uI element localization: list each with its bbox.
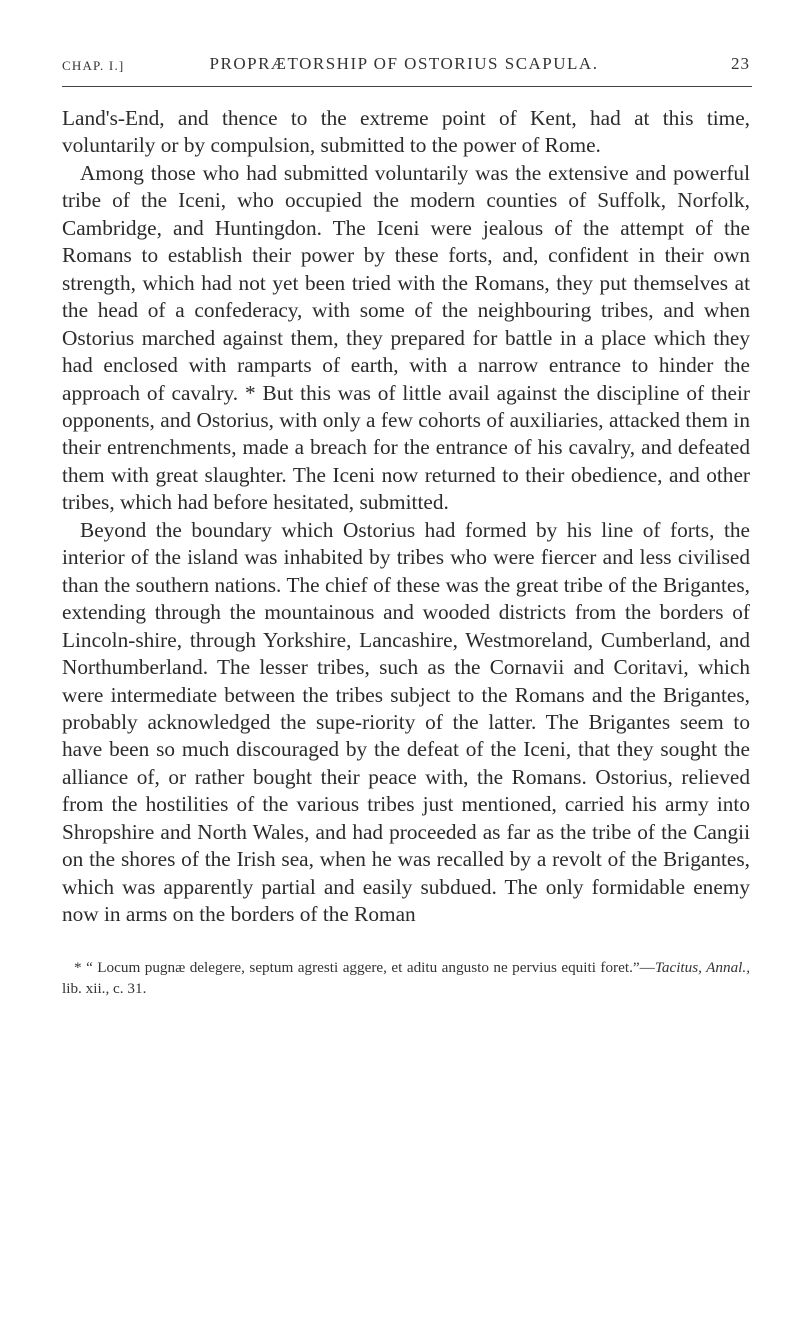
footnote-source: Tacitus, Annal., (654, 958, 750, 976)
footnote-mark: * (74, 958, 82, 976)
running-head (56, 52, 752, 78)
footnote-quote: “ Locum pugnæ delegere, septum agresti aggere, et aditu angusto ne pervius equiti foret.”— (86, 958, 655, 976)
running-title: PROPRÆTORSHIP OF OSTORIUS SCAPULA. (209, 54, 599, 73)
footnote (62, 957, 750, 999)
paragraph-3: Beyond the boundary which Ostorius had formed by his line of forts, the interior of the island was inhabited by tribes who were fiercer and less civilised than the southern nations. The chief of these was the great tribe of the Brigantes, extending through the mountainous and wooded districts from the borders of Lincoln-shire, through Yorkshire, Lancashire, Westmoreland, Cumberland, and Northumberland. The lesser tribes, such as the Cornavii and Coritavi, which were intermediate between the tribes subject to the Romans and the Brigantes, probably acknowledged the supe-riority of the latter. The Brigantes seem to have been so much discouraged by the defeat of the Iceni, that they sought the alliance of, or rather bought their peace with, the Romans. Ostorius, relieved from the hostilities of the various tribes just mentioned, carried his army into Shropshire and North Wales, and had proceeded as far as the tribe of the Cangii on the shores of the Irish sea, when he was recalled by a revolt of the Brigantes, which was apparently partial and easily subdued. The only formidable enemy now in arms on the borders of the Roman (62, 517, 750, 927)
paragraph-1: Land's-End, and thence to the extreme point of Kent, had at this time, voluntarily or by compulsion, submitted to the power of Rome. (62, 106, 750, 158)
page-number: 23 (731, 54, 750, 73)
body-text (62, 105, 750, 929)
paragraph-2: Among those who had submitted voluntarily was the extensive and powerful tribe of the Iceni, who occupied the modern counties of Suffolk, Norfolk, Cambridge, and Huntingdon. The Iceni were jealous of the attempt of the Romans to establish their power by these forts, and, confident in their own strength, which had not yet been tried with the Romans, they put themselves at the head of a confederacy, with some of the neighbouring tribes, and when Ostorius marched against them, they prepared for battle in a place which they had enclosed with ramparts of earth, with a narrow entrance to hinder the approach of cavalry. * But this was of little avail against the discipline of their opponents, and Ostorius, with only a few cohorts of auxiliaries, attacked them in their entrenchments, made a breach for the entrance of his cavalry, and defeated them with great slaughter. The Iceni now returned to their obedience, and other tribes, which had before hesitated, submitted. (62, 160, 750, 515)
chapter-label: CHAP. I.] (62, 58, 125, 73)
footnote-reference: lib. xii., c. 31. (62, 979, 147, 997)
header-rule (62, 86, 752, 87)
book-page (56, 52, 752, 999)
